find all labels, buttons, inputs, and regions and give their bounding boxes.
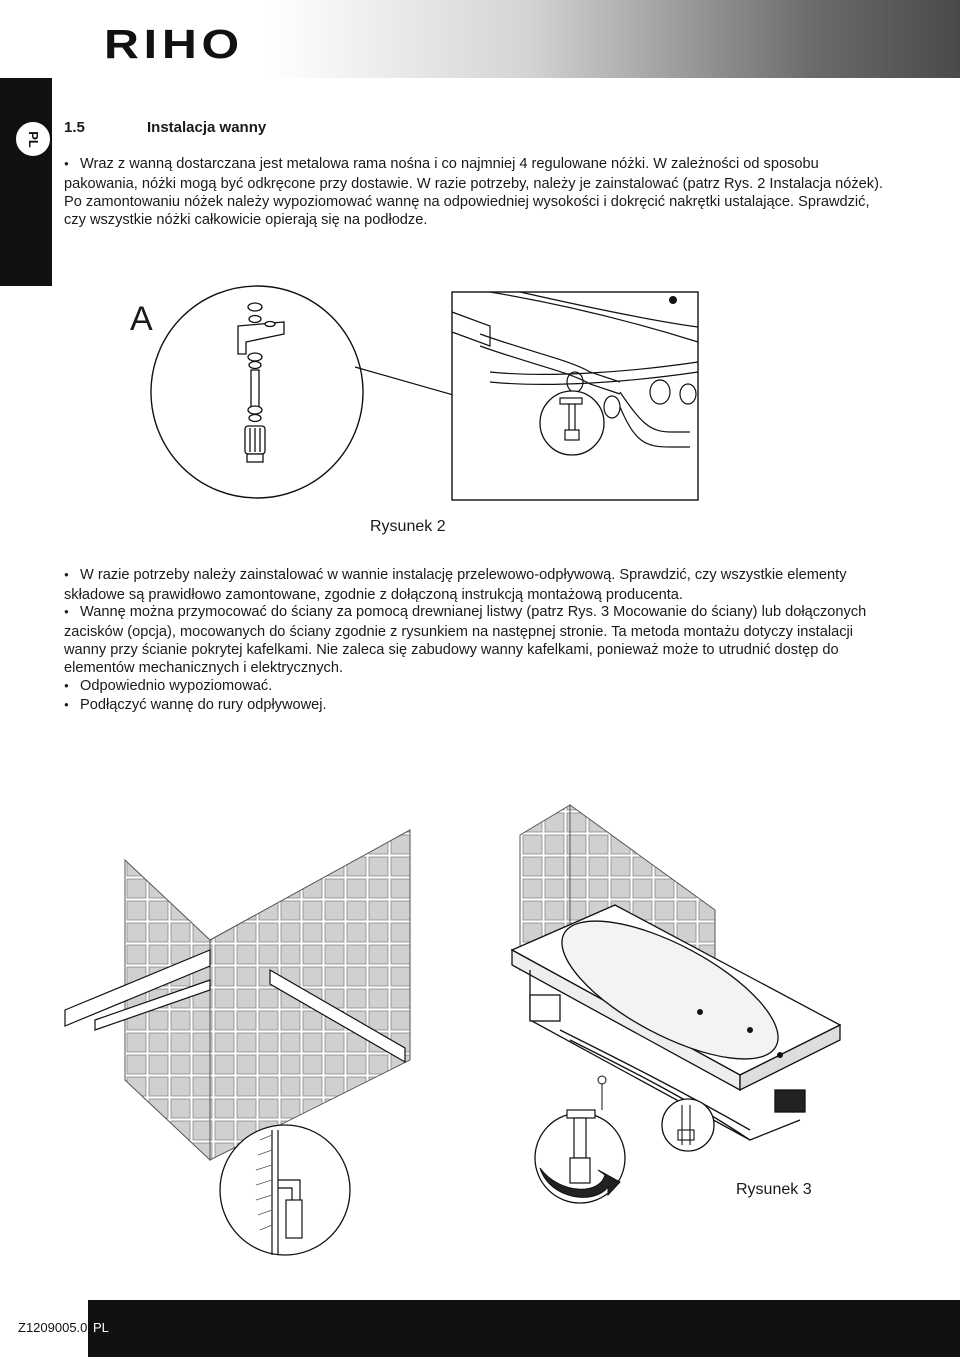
footer-bar [88,1300,960,1357]
paragraph-leveling [64,677,890,697]
brand-logo: RIHO [104,21,244,67]
bullet-icon [64,603,80,623]
paragraph-drain-connection [64,696,890,716]
figure-3-caption: Rysunek 3 [736,1181,812,1198]
paragraph-wall-mounting [64,603,890,677]
footer-language: PL [93,1320,109,1335]
language-badge [14,120,52,158]
paragraph-feet-installation [64,155,890,229]
paragraph-text: W razie potrzeby należy zainstalować w wannie instalację przelewowo-odpływową. Sprawdzić, czy wszystkie elementy składowe są prawidłowo zamontowane, zgodnie z dołączoną instrukcją montażową producenta. [64,567,847,603]
paragraph-text: Wannę można przymocować do ściany za pomocą drewnianej listwy (patrz Rys. 3 Mocowanie do ściany) lub dołączonych zacisków (opcja), mocowanych do ściany zgodnie z rysunkiem na następnej stronie. Ta metoda montażu dotyczy instalacji wanny przy ścianie pokrytej kafelkami. Nie zaleca się zabudowy wanny kafelkami, ponieważ może to utrudnić dostęp do elementów mechanicznych i elektrycznych. [64,604,867,676]
bullet-icon [64,696,80,716]
document-code: Z1209005.0 [18,1320,88,1335]
section-title: Instalacja wanny [147,119,267,136]
side-language-tab [0,78,52,286]
figure-2-caption: Rysunek 2 [370,518,446,535]
paragraph-text: Podłączyć wannę do rury odpływowej. [80,697,327,713]
paragraph-text: Wraz z wanną dostarczana jest metalowa rama nośna i co najmniej 4 regulowane nóżki. W zależności od sposobu pakowania, nóżki mogą być odkręcone przy dostawie. W razie potrzeby, należy je zainstalować (patrz Rys. 2 Instalacja nóżek). Po zamontowaniu nóżek należy wypoziomować wannę na odpowiedniej wysokości i dokręcić nakrętki ustalające. Sprawdzić, czy wszystkie nóżki całkowicie opierają się na podłodze. [64,156,883,228]
figure-2-label: A [130,300,153,338]
paragraph-overflow-drain [64,566,890,604]
bullet-icon [64,566,80,586]
bullet-icon [64,677,80,697]
section-number: 1.5 [64,119,85,136]
language-badge-label: PL [25,130,41,148]
paragraph-text: Odpowiednio wypoziomować. [80,678,273,694]
bullet-icon [64,155,80,175]
figure-2-feet-illustration [150,282,710,512]
